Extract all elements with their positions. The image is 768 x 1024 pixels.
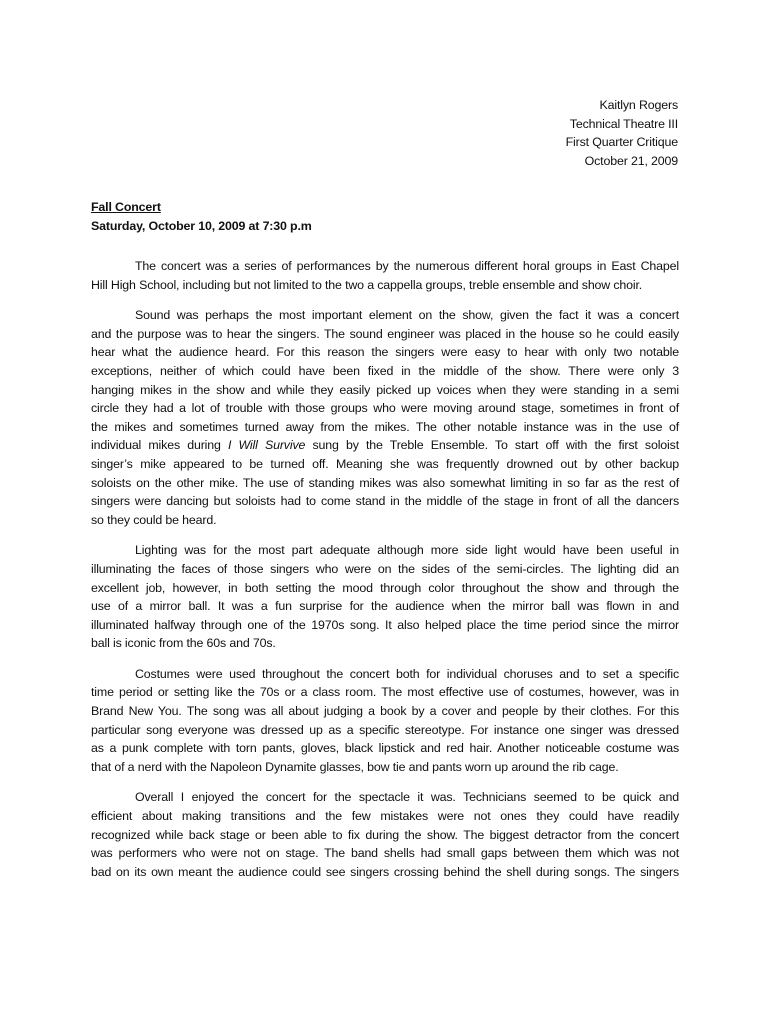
text-segment: individual mikes during — [91, 438, 228, 453]
event-title-block — [91, 198, 312, 235]
text-line: bad on its own meant the audience could see singers crossing behind the shell during songs. The singers — [91, 864, 679, 879]
text-line: ball is iconic from the 60s and 70s. — [91, 636, 276, 651]
paragraph-overall — [91, 788, 679, 881]
text-line: exceptions, neither of which could have been fixed in the middle of the show. There were only 3 — [91, 363, 679, 378]
text-line: so they could be heard. — [91, 512, 217, 527]
paragraph-intro — [91, 257, 679, 294]
text-line: Lighting was for the most part adequate although more side light would have been useful in — [135, 543, 679, 558]
text-line: was performers who were not on stage. The band shells had small gaps between them which was not — [91, 846, 679, 861]
text-line: Brand New You. The song was all about judging a book by a cover and people by their clothes. For this — [91, 704, 679, 719]
text-line: Hill High School, including but not limited to the two a cappella groups, treble ensemble and show choir. — [91, 277, 643, 292]
text-line: particular song everyone was dressed up as a specific stereotype. For instance one singer was dressed — [91, 722, 679, 737]
document-date: October 21, 2009 — [584, 153, 678, 168]
text-line: singer’s mike appeared to be turned off. Meaning she was frequently drowned out by other backup — [91, 456, 679, 471]
text-line: use of a mirror ball. It was a fun surprise for the audience when the mirror ball was flown in and — [91, 599, 679, 614]
text-segment: sung by the Treble Ensemble. To start off with the first soloist — [305, 438, 679, 453]
text-line: soloists on the other mike. The use of standing mikes was also somewhat limiting in so far as the rest of — [91, 475, 679, 490]
text-line: singers were dancing but soloists had to come stand in the middle of the stage in front of all the dancers — [91, 494, 679, 509]
text-line: as a punk complete with torn pants, gloves, black lipstick and red hair. Another noticeable costume was — [91, 741, 679, 756]
text-line: efficient about making transitions and the few mistakes were not ones they could have readily — [91, 809, 679, 824]
text-line: Overall I enjoyed the concert for the spectacle it was. Technicians seemed to be quick and — [135, 790, 679, 805]
paragraph-costumes — [91, 665, 679, 777]
critique-body — [91, 257, 679, 893]
text-line: circle they had a lot of trouble with those groups who were moving around stage, sometimes in front of — [91, 401, 679, 416]
assignment-name: First Quarter Critique — [565, 135, 678, 149]
text-line — [91, 436, 679, 455]
text-line: recognized while back stage or been able to fix during the show. The biggest detractor from the concert — [91, 827, 679, 842]
text-line: hear what the audience heard. For this reason the singers were easy to hear with only two notable — [91, 345, 679, 360]
event-title: Fall Concert — [91, 200, 161, 214]
paragraph-sound — [91, 306, 679, 529]
text-line: and the purpose was to hear the singers. The sound engineer was placed in the house so he could easily — [91, 326, 679, 341]
text-line: Sound was perhaps the most important element on the show, given the fact it was a concert — [135, 308, 679, 323]
course-name: Technical Theatre III — [569, 116, 678, 131]
text-line: excellent job, however, in both setting the mood through color throughout the show and through the — [91, 580, 679, 595]
author-header — [566, 96, 678, 170]
paragraph-lighting — [91, 541, 679, 653]
author-name: Kaitlyn Rogers — [599, 98, 678, 112]
text-line: time period or setting like the 70s or a class room. The most effective use of costumes, however, was in — [91, 685, 679, 700]
text-line: that of a nerd with the Napoleon Dynamite glasses, bow tie and pants worn up around the rib cage. — [91, 759, 619, 774]
text-line: illuminated halfway through one of the 1970s song. It also helped place the time period since the mirror — [91, 617, 679, 632]
text-line: hanging mikes in the show and while they easily picked up voices when they were standing in a semi — [91, 382, 679, 397]
text-line: Costumes were used throughout the concert both for individual choruses and to set a specific — [135, 666, 679, 681]
event-datetime: Saturday, October 10, 2009 at 7:30 p.m — [91, 218, 312, 233]
song-title-i-will-survive: I Will Survive — [227, 438, 306, 453]
text-line: the mikes and sometimes turned away from the mikes. The other notable instance was in the use of — [91, 419, 679, 434]
text-line: illuminating the faces of those singers who were on the sides of the semi-circles. The lighting did an — [91, 561, 679, 576]
text-line: The concert was a series of performances by the numerous different horal groups in East Chapel — [135, 259, 679, 273]
